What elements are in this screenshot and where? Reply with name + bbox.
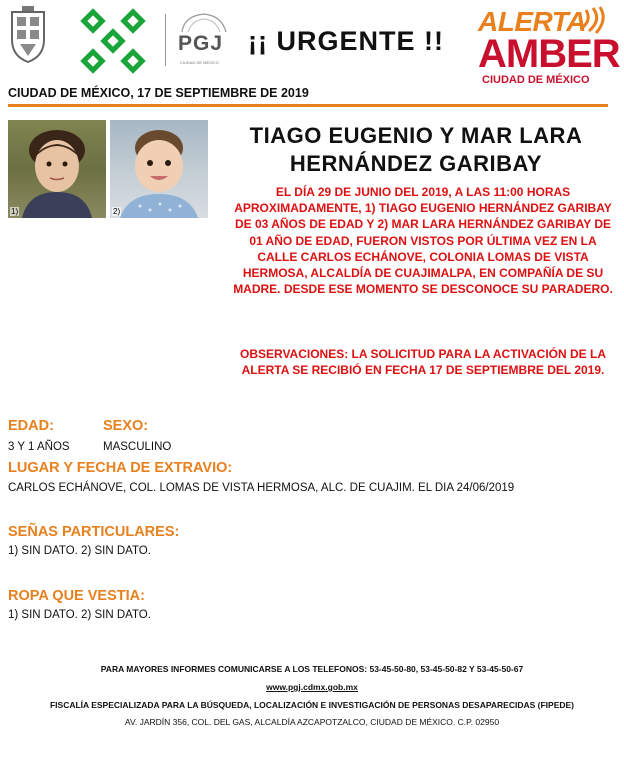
pgj-logo-text: PGJ [178,32,224,55]
pgj-logo-subtext: CIUDAD DE MÉXICO [180,60,219,65]
alerta-amber-logo-city: CIUDAD DE MÉXICO [482,74,590,86]
distinguishing-marks-label: SEÑAS PARTICULARES: [8,524,180,540]
agency-address: AV. JARDÍN 356, COL. DEL GAS, ALCALDÍA AZCAPOTZALCO, CIUDAD DE MÉXICO. C.P. 02950 [124,717,500,727]
place-date-value: CARLOS ECHÁNOVE, COL. LOMAS DE VISTA HERMOSA, ALC. DE CUAJIM. EL DIA 24/06/2019 [8,482,515,494]
clothing-label: ROPA QUE VESTIA: [8,588,145,604]
child-photo-1 [8,120,106,218]
contact-phones: PARA MAYORES INFORMES COMUNICARSE A LOS TELEFONOS: 53-45-50-80, 53-45-50-82 Y 53-45-50-67 [100,664,524,674]
missing-persons-name [214,122,618,178]
sex-value: MASCULINO [103,441,172,453]
cdmx-coat-of-arms-logo [8,6,48,64]
child-photo-1-label: 1) [11,207,19,216]
age-label: EDAD: [8,418,54,434]
child-portrait-2 [110,120,208,218]
child-photo-2-label: 2) [113,207,121,216]
agency-name: FISCALÍA ESPECIALIZADA PARA LA BÚSQUEDA, LOCALIZACIÓN E INVESTIGACIÓN DE PERSONAS DESAPARECIDAS (FIPEDE) [49,700,575,710]
place-date-label: LUGAR Y FECHA DE EXTRAVIO: [8,460,233,476]
incident-description: EL DÍA 29 DE JUNIO DEL 2019, A LAS 11:00 HORAS APROXIMADAMENTE, 1) TIAGO EUGENIO HERNÁNDEZ GARIBAY DE 03 AÑOS DE EDAD Y 2) MAR LARA HERNÁNDEZ GARIBAY DE 01 AÑO DE EDAD, FUERON VISTOS POR ÚLTIMA VEZ EN LA CALLE CARLOS ECHÁNOVE, COLONIA LOMAS DE VISTA HERMOSA, ALCALDÍA DE CUAJIMALPA, EN COMPAÑÍA DE SU MADRE. DESDE ESE MOMENTO SE DESCONOCE SU PARADERO. [233,185,613,297]
age-value: 3 Y 1 AÑOS [8,441,70,453]
bulletin-date: CIUDAD DE MÉXICO, 17 DE SEPTIEMBRE DE 2019 [8,86,309,100]
missing-persons-name-line-2: HERNÁNDEZ GARIBAY [289,151,543,176]
observations-text: OBSERVACIONES: LA SOLICITUD PARA LA ACTIVACIÓN DE LA ALERTA SE RECIBIÓ EN FECHA 17 DE SEPTIEMBRE DEL 2019. [239,347,606,378]
sex-label: SEXO: [103,418,149,434]
alerta-amber-logo-word-amber: AMBER [478,32,620,76]
clothing-value: 1) SIN DATO. 2) SIN DATO. [8,609,151,621]
child-portrait-1 [8,120,106,218]
cdmx-x-logo [80,8,146,74]
urgent-heading: ¡¡ URGENTE !! [248,26,444,56]
pgj-logo [178,12,230,68]
website-link[interactable]: www.pgj.cdmx.gob.mx [266,682,358,692]
child-photo-2 [110,120,208,218]
alerta-amber-logo-word-alerta: ALERTA [478,6,586,37]
missing-persons-name-line-1: TIAGO EUGENIO Y MAR LARA [249,123,583,148]
distinguishing-marks-value: 1) SIN DATO. 2) SIN DATO. [8,545,151,557]
header-divider [165,14,166,66]
header-rule [8,104,608,107]
alerta-amber-logo [478,4,618,90]
